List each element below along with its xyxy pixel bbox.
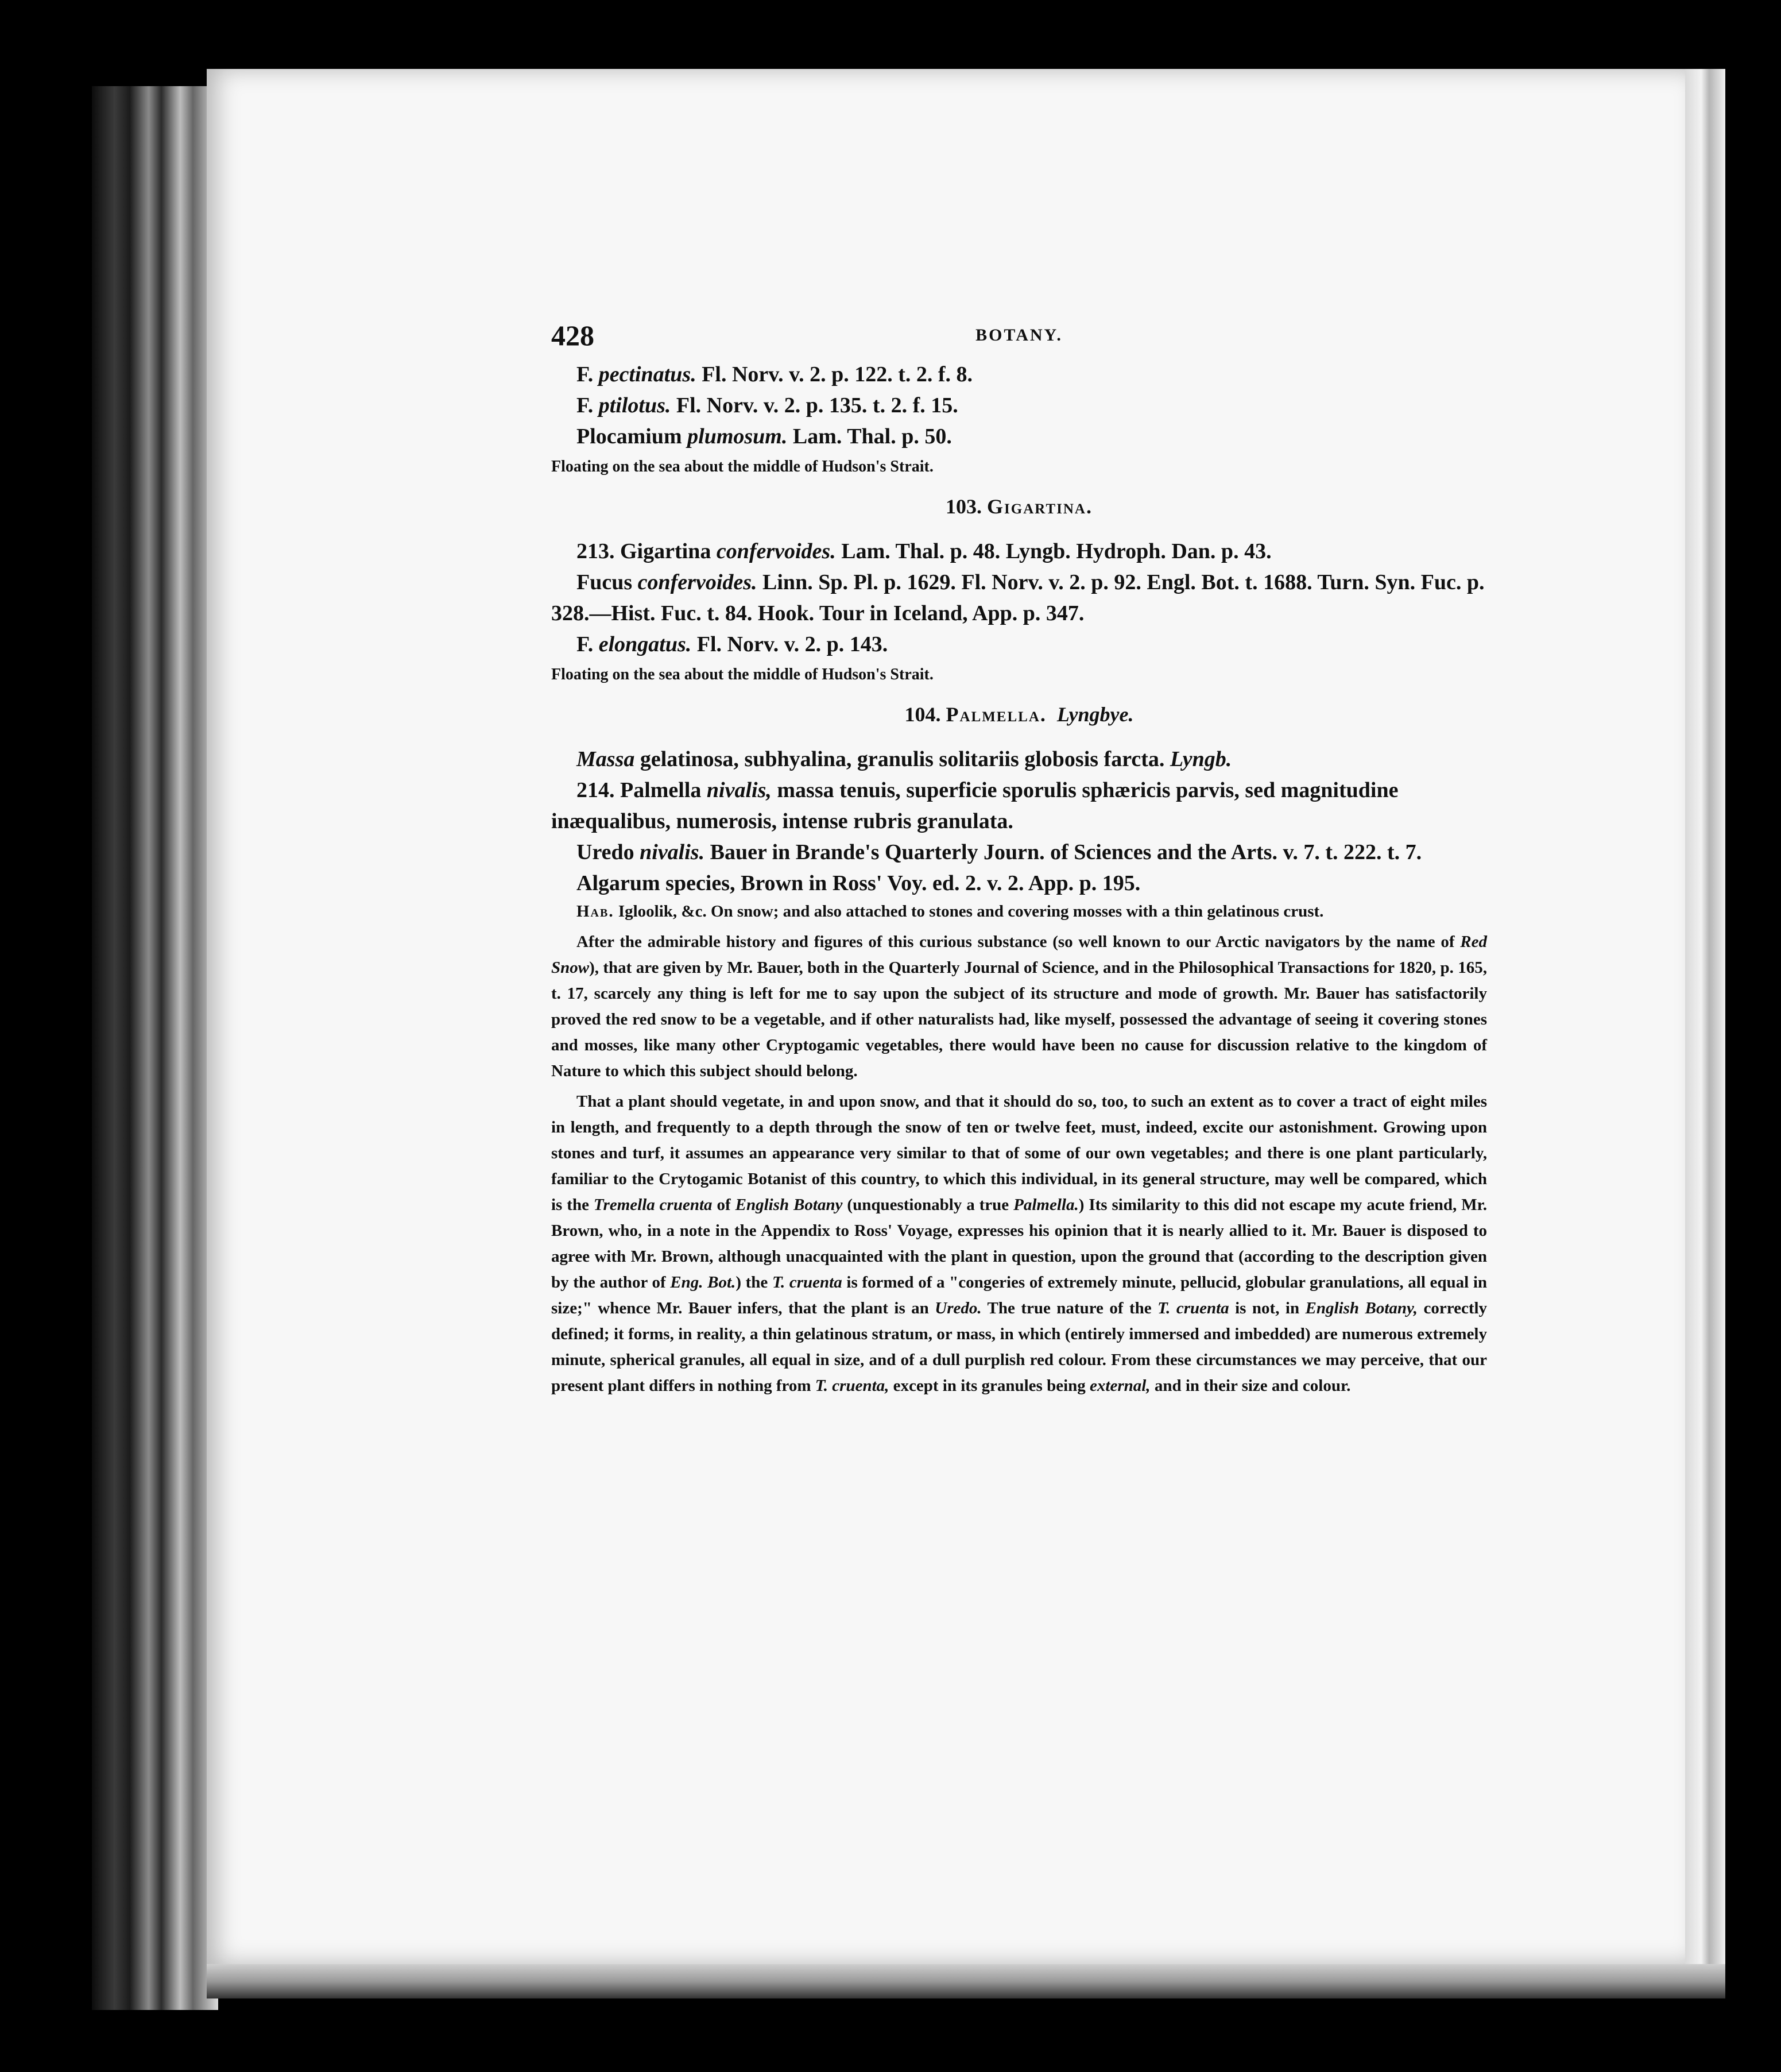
species: elongatus. <box>598 632 692 656</box>
text: (unquestionably a true <box>847 1196 1009 1214</box>
species: pectinatus. <box>598 362 696 386</box>
text: That a plant should vegetate, in and upon snow, and that it should do so, too, to such an extent as to cover a tract of eight miles in length, and frequently to a depth through the snow of ten or twelve feet, must, indeed, excite our astonishment. Growing upon stones and turf, it assumes an appearance very similar to that of some of our own vegetables; and there is one plant particularly, familiar to the Crytogamic Botanist of this country, to which this individual, in its general structure, may well be compared, which is the <box>551 1092 1487 1214</box>
reference: Linn. Sp. Pl. p. 1629. Fl. Norv. v. 2. p. 92. Engl. Bot. t. 1688. Turn. Syn. Fuc. p. 328.—Hist. Fuc. t. 84. Hook. Tour in Iceland, App. p. 347. <box>551 570 1485 625</box>
text: except in its granules being <box>893 1377 1086 1395</box>
reference: Fl. Norv. v. 2. p. 135. t. 2. f. 15. <box>676 393 958 418</box>
genus: Fucus <box>576 570 633 594</box>
species: confervoides. <box>716 539 836 563</box>
diagnosis-author: Lyngb. <box>1170 747 1232 771</box>
synonym-line <box>551 629 1487 660</box>
italic-text: Eng. Bot. <box>670 1273 736 1292</box>
habitat-note: Floating on the sea about the middle of Hudson's Strait. <box>551 458 934 476</box>
text: of <box>717 1196 731 1214</box>
text: and in their size and colour. <box>1154 1377 1351 1395</box>
italic-text: English Botany, <box>1305 1299 1418 1317</box>
genus-author: Lyngbye. <box>1056 703 1134 726</box>
habitat-note: Floating on the sea about the middle of Hudson's Strait. <box>551 666 934 683</box>
reference: Bauer in Brande's Quarterly Journ. of Sciences and the Arts. v. 7. t. 222. t. 7. <box>710 840 1422 864</box>
text: ) the <box>735 1273 768 1292</box>
italic-text: English Botany <box>735 1196 843 1214</box>
genus: Plocamium <box>576 424 682 449</box>
page-content <box>551 319 1487 1399</box>
italic-text: Tremella cruenta <box>593 1196 713 1214</box>
text: is formed of a "congeries of extremely minute, pellucid, globular granulations, all equal in size;" whence Mr. Bauer infers, that the plant is an <box>551 1273 1488 1317</box>
species: nivalis, <box>706 778 772 802</box>
italic-text: Red Snow <box>551 933 1488 977</box>
section-heading-104 <box>551 702 1487 726</box>
species: confervoides. <box>637 570 757 594</box>
species: ptilotus. <box>598 393 671 418</box>
synonym-line <box>551 359 1487 390</box>
diagnosis-italic: Massa <box>576 747 635 771</box>
body-paragraph-1 <box>551 929 1487 1084</box>
synonym-line <box>551 567 1487 629</box>
italic-text: T. cruenta <box>1157 1299 1229 1317</box>
species: plumosum. <box>687 424 788 449</box>
diagnosis-text: gelatinosa, subhyalina, granulis solitariis globosis farcta. <box>640 747 1165 771</box>
italic-text: T. cruenta, <box>815 1377 889 1395</box>
genus: F. <box>576 362 594 386</box>
reference: Lam. Thal. p. 50. <box>792 424 952 449</box>
entry-number-genus: 213. Gigartina <box>576 539 711 563</box>
page-number: 428 <box>551 319 594 351</box>
synonym-line <box>551 421 1487 452</box>
page-edge-right <box>1685 69 1725 1998</box>
section-number: 104. <box>904 703 941 726</box>
entry-number-genus: 214. Palmella <box>576 778 702 802</box>
italic-text: Uredo. <box>935 1299 982 1317</box>
reference: Fl. Norv. v. 2. p. 122. t. 2. f. 8. <box>702 362 973 386</box>
body-paragraph-2 <box>551 1089 1487 1399</box>
synonym-line <box>551 390 1487 421</box>
synonym-line <box>551 837 1487 868</box>
running-head: BOTANY. <box>975 326 1063 345</box>
habitat-label: Hab. <box>576 902 614 921</box>
species-entry <box>551 536 1487 567</box>
text: ), that are given by Mr. Bauer, both in the Quarterly Journal of Science, and in the Philosophical Transactions for 1820, p. 165, t. 17, scarcely any thing is left for me to say upon the subject of its structure and mode of growth. Mr. Bauer has satisfactorily proved the red snow to be a vegetable, and if other naturalists had, like myself, possessed the advantage of seeing it covering stones and mosses, like many other Cryptogamic vegetables, there would have been no cause for discussion relative to the kingdom of Nature to which this subject should belong. <box>551 958 1487 1080</box>
italic-text: T. cruenta <box>772 1273 842 1292</box>
genus-heading: Palmella. <box>946 703 1047 726</box>
italic-text: external, <box>1090 1377 1151 1395</box>
habitat-note <box>551 899 1487 925</box>
species: nivalis. <box>640 840 705 864</box>
species-entry <box>551 775 1487 837</box>
page-header <box>551 319 1487 359</box>
italic-text: Palmella. <box>1013 1196 1079 1214</box>
reference: Lam. Thal. p. 48. Lyngb. Hydroph. Dan. p. 43. <box>841 539 1272 563</box>
synonym-line: Algarum species, Brown in Ross' Voy. ed. 2. v. 2. App. p. 195. <box>576 871 1141 895</box>
section-number: 103. <box>946 495 982 518</box>
text: After the admirable history and figures of this curious substance (so well known to our Arctic navigators by the name of <box>576 933 1455 951</box>
genus-diagnosis <box>551 744 1487 775</box>
book-spine <box>92 86 218 2010</box>
habitat-text: Igloolik, &c. On snow; and also attached to stones and covering mosses with a thin gelatinous crust. <box>618 902 1324 921</box>
text: The true nature of the <box>987 1299 1152 1317</box>
text: ) Its similarity to this did not escape my acute friend, Mr. Brown, who, in a note in the Appendix to Ross' Voyage, expresses his opinion that it is nearly allied to it. Mr. Bauer is disposed to agree with Mr. Brown, although unacquainted with the plant in question, upon the ground that (according to the description given by the author of <box>551 1196 1488 1292</box>
section-heading-103 <box>551 494 1487 519</box>
genus: F. <box>576 393 594 418</box>
text: correctly defined; it forms, in reality, a thin gelatinous stratum, or mass, in which (entirely immersed and imbedded) are numerous extremely minute, spherical granules, all equal in size, and of a dull purplish red colour. From these circumstances we may perceive, that our present plant differs in nothing from <box>551 1299 1488 1395</box>
text: is not, in <box>1235 1299 1300 1317</box>
genus: Uredo <box>576 840 634 864</box>
page-edge-bottom <box>207 1964 1725 1998</box>
reference: Fl. Norv. v. 2. p. 143. <box>696 632 888 656</box>
species-description: massa tenuis, superficie sporulis sphæricis parvis, sed magnitudine inæqualibus, numerosis, intense rubris granulata. <box>551 778 1399 833</box>
genus-heading: Gigartina. <box>987 495 1093 518</box>
genus: F. <box>576 632 594 656</box>
